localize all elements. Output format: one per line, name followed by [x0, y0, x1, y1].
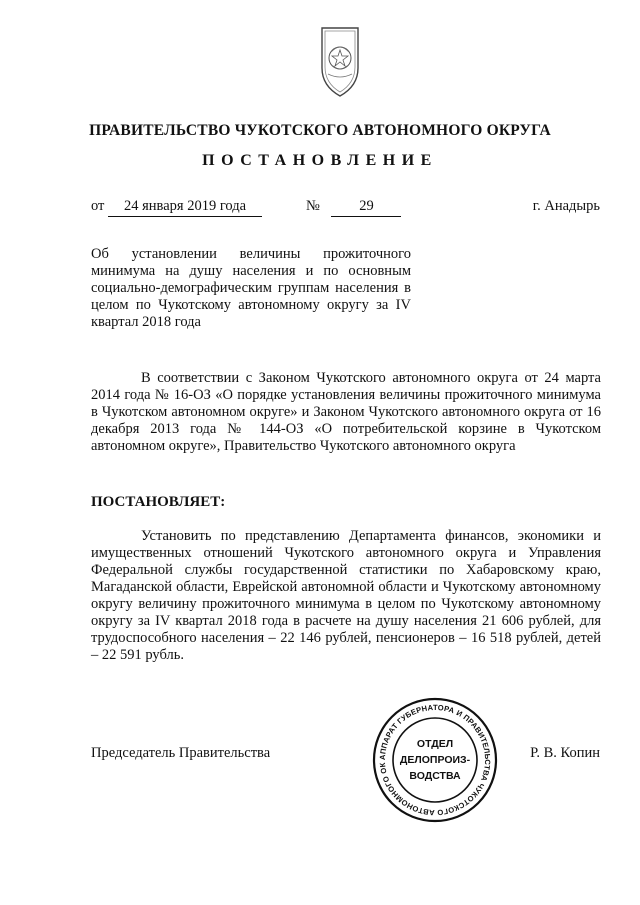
clause-text: Установить по представлению Департамента финансов, экономики и имущественных отношений Чукотского автономного округа и Управления Федеральной службы государственной статистики по Хабаровскому краю, Магаданской области, Еврейской автономной области и Чукотскому автономному округу величину прожиточного минимума в целом по Чукотскому автономному округу за IV квартал 2018 года в расчете на душу населения 21 606 рублей, для трудоспособного населения – 22 146 рублей, пенсионеров – 16 518 рублей, детей – 22 591 рубль. [91, 528, 601, 663]
organization-title: ПРАВИТЕЛЬСТВО ЧУКОТСКОГО АВТОНОМНОГО ОКРУГА [89, 122, 551, 139]
date-prefix: от [91, 198, 105, 214]
coat-of-arms-emblem [300, 22, 380, 102]
stamp-line-2: ДЕЛОПРОИЗ- [399, 754, 471, 766]
number-line [306, 198, 401, 217]
preamble [91, 370, 601, 455]
resolves-heading: ПОСТАНОВЛЯЕТ: [91, 494, 226, 510]
document-subject: Об установлении величины прожиточного минимума на душу населения и по основным социально-демографическим группам населения в целом по Чукотскому автономному округу за IV квартал 2018 года [91, 246, 411, 330]
stamp-line-1: ОТДЕЛ [416, 738, 454, 750]
document-number: 29 [331, 198, 401, 217]
city: г. Анадырь [532, 198, 600, 214]
number-prefix: № [306, 198, 320, 214]
signatory-position: Председатель Правительства [91, 745, 271, 761]
date-line [91, 198, 262, 217]
signatory-name: Р. В. Копин [530, 745, 600, 761]
document-type-title: ПОСТАНОВЛЕНИЕ [202, 152, 438, 169]
stamp-line-3: ВОДСТВА [409, 770, 461, 782]
resolution-clause [91, 528, 601, 664]
stamp-ring-text: АППАРАТ ГУБЕРНАТОРА И ПРАВИТЕЛЬСТВА ЧУКОТСКОГО АВТОНОМНОГО ОК [377, 702, 493, 818]
preamble-text: В соответствии с Законом Чукотского автономного округа от 24 марта 2014 года № 16-ОЗ «О порядке установления величины прожиточного минимума в Чукотском автономном округе» и Законом Чукотского автономного округа от 16 декабря 2013 года № 144-ОЗ «О потребительской корзине в Чукотском автономном округе», Правительство Чукотского автономного округа [91, 370, 601, 454]
office-stamp [372, 697, 498, 823]
document-date: 24 января 2019 года [108, 198, 262, 217]
